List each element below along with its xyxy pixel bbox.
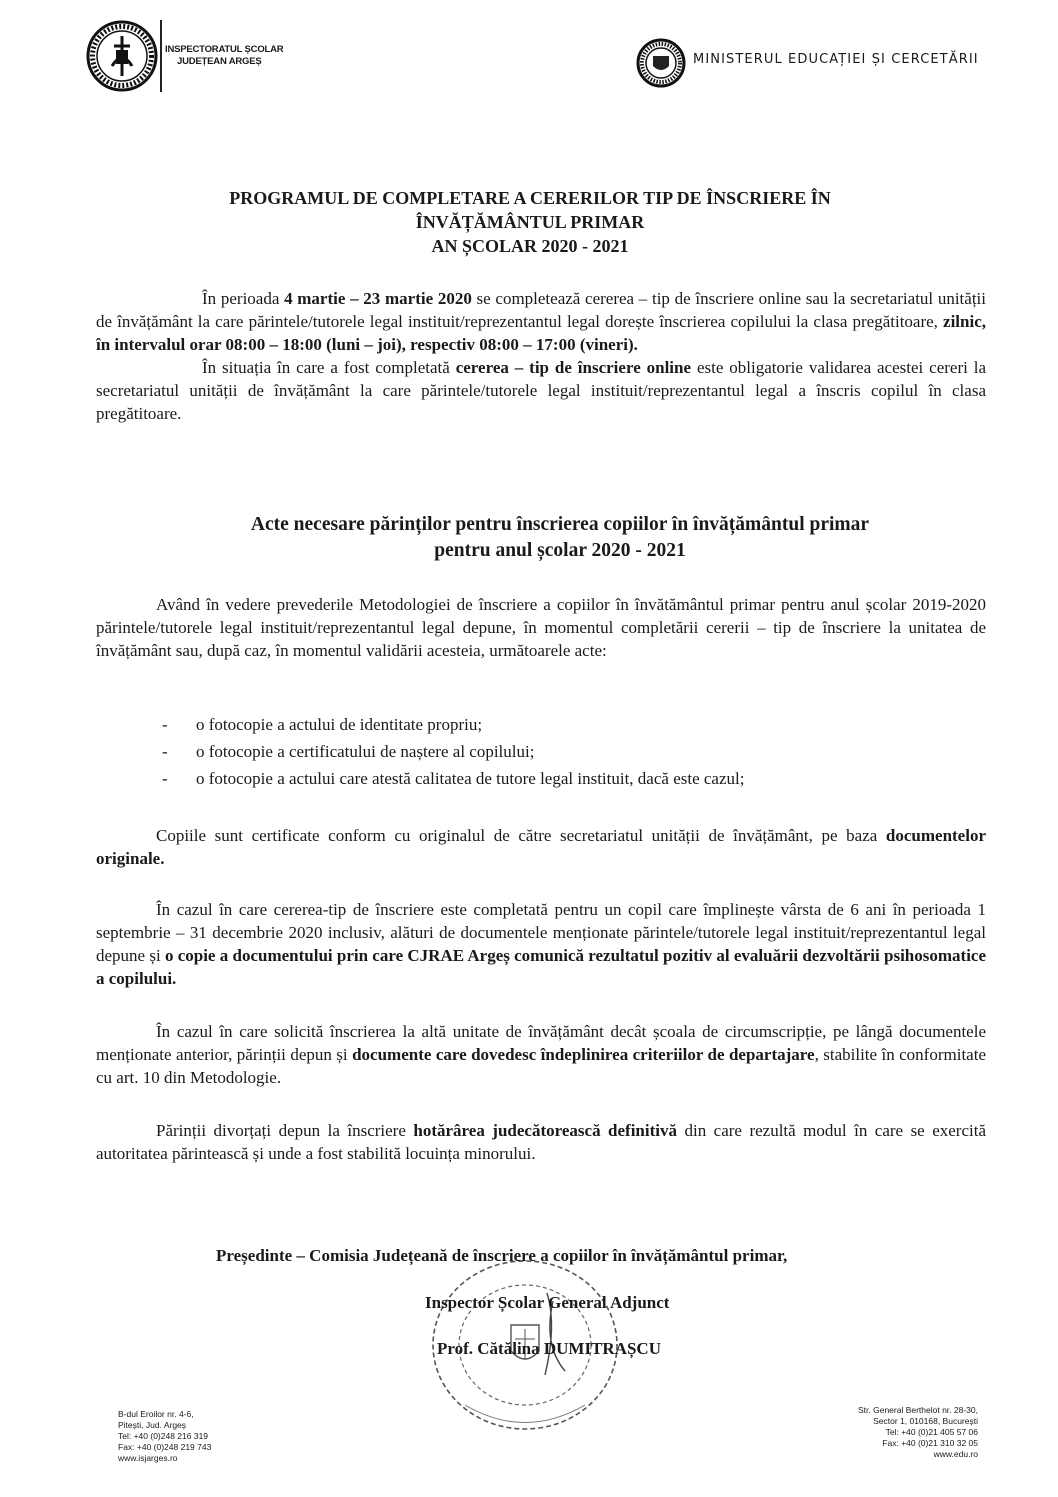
age-bold: o copie a documentului prin care CJRAE Argeș comunică rezultatul pozitiv al evaluării dezvoltării psihosomatice a copilului. — [96, 946, 987, 988]
intro-p1-hours: zilnic, în intervalul orar 08:00 – 18:00 (luni – joi), respectiv 08:00 – 17:00 (vineri). — [96, 312, 986, 354]
copies-text: Copiile sunt certificate conform cu originalul de către secretariatul unității de învățământ, pe baza — [156, 826, 886, 845]
footer-left-address — [118, 1409, 211, 1464]
page-title — [80, 186, 980, 258]
signature-name: Prof. Cătălina DUMITRAȘCU — [437, 1339, 661, 1358]
other-school-paragraph — [96, 1020, 986, 1089]
signature-title: Președinte – Comisia Județeană de înscriere a copiilor în învățământul primar, — [216, 1246, 788, 1265]
age-paragraph — [96, 898, 986, 990]
acts-intro-text: Având în vedere prevederile Metodologiei de înscriere a copiilor în învătământul primar pentru anul școlar 2019-2020 părintele/tutorele legal instituit/reprezentantul legal depune, în momentul completării cererii – tip de înscriere la unitatea de învățământ sau, după caz, în momentul validării acesteia, următoarele acte: — [96, 595, 986, 660]
title-line-1: PROGRAMUL DE COMPLETARE A CERERILOR TIP DE ÎNSCRIERE ÎN — [229, 188, 831, 208]
divorce-bold: hotărârea judecătorească definitivă — [413, 1121, 677, 1140]
section-title-line-2: pentru anul școlar 2020 - 2021 — [434, 540, 686, 561]
footer-left-line: Pitești, Jud. Argeș — [118, 1420, 187, 1430]
title-line-2: ÎNVĂȚĂMÂNTUL PRIMAR — [415, 212, 645, 232]
section-title-line-1: Acte necesare părinților pentru înscrierea copiilor în învățământul primar — [250, 514, 870, 535]
age-text: În cazul în care cererea-tip de înscriere este completată pentru un copil care împlinește vârsta de 6 ani în perioada 1 septembrie – 31 decembrie 2020 inclusiv, alături de documentele menționate părintele/tutorele legal instituit/reprezentantul legal depune și — [96, 900, 986, 965]
footer-right-line: www.edu.ro — [933, 1449, 978, 1459]
intro-paragraph-1 — [96, 287, 986, 356]
section-title — [80, 512, 1040, 564]
intro-p2-bold: cererea – tip de înscriere online — [455, 358, 692, 377]
isj-name — [165, 44, 283, 68]
intro-paragraph-2 — [96, 356, 986, 425]
other-text-a: În cazul în care solicită înscrierea la altă unitate de învățământ decât școala de circumscripție, pe lângă documentele menționate anterior, părinții depun și — [96, 1022, 986, 1064]
divorce-text-c: din care rezultă modul în care se exercită autoritatea părintească și unde a fost stabilită locuința minorului. — [96, 1121, 986, 1163]
signature-role: Inspector Școlar General Adjunct — [425, 1293, 670, 1312]
footer-right-line: Sector 1, 010168, București — [873, 1416, 978, 1426]
footer-right-line: Tel: +40 (0)21 405 57 06 — [885, 1427, 978, 1437]
footer-right-address — [858, 1405, 978, 1460]
footer-left-line: Fax: +40 (0)248 219 743 — [118, 1442, 212, 1452]
isj-arges-logo — [86, 20, 158, 92]
copies-bold: documentelor originale. — [96, 826, 986, 868]
footer-left-line: www.isjarges.ro — [118, 1453, 178, 1463]
divorce-text-a: Părinții divorțați depun la înscriere — [156, 1121, 414, 1140]
divorce-paragraph — [96, 1119, 986, 1165]
footer-right-line: Fax: +40 (0)21 310 32 05 — [882, 1438, 978, 1448]
footer-left-line: B-dul Eroilor nr. 4-6, — [118, 1409, 194, 1419]
footer-right-line: Str. General Berthelot nr. 28-30, — [857, 1405, 978, 1415]
intro-p1-text-c: se completează cererea – tip de înscriere online sau la secretariatul unității de învățământ la care părintele/tutorele legal instituit/reprezentantul legal dorește înscrierea copilului la clasa pregătitoare, — [96, 289, 986, 331]
header-divider — [160, 20, 162, 92]
list-item: - o fotocopie a certificatului de naștere al copilului; — [160, 738, 744, 765]
copies-paragraph — [96, 824, 986, 870]
footer-left-line: Tel: +40 (0)248 216 319 — [118, 1431, 209, 1441]
acts-intro-paragraph — [96, 593, 986, 662]
intro-section — [96, 287, 986, 425]
ministry-name: MINISTERUL EDUCAȚIEI ȘI CERCETĂRII — [693, 52, 979, 67]
intro-p1-dates: 4 martie – 23 martie 2020 — [284, 289, 472, 308]
title-line-3: AN ȘCOLAR 2020 - 2021 — [431, 236, 629, 256]
intro-p2-text-a: În situația în care a fost completată — [202, 358, 456, 377]
isj-line-1: INSPECTORATUL ȘCOLAR — [165, 44, 284, 55]
intro-p2-text-c: este obligatorie validarea acestei cereri la secretariatul unității de învățământ la care părintele/tutorele legal instituit/reprezentantul legal a înscris copilul în clasa pregătitoare. — [96, 358, 986, 423]
isj-line-2: JUDEȚEAN ARGEȘ — [177, 56, 262, 67]
other-bold: documente care dovedesc îndeplinirea criteriilor de departajare — [352, 1045, 815, 1064]
other-text-c: , stabilite în conformitate cu art. 10 din Metodologie. — [96, 1045, 986, 1087]
list-item: - o fotocopie a actului care atestă calitatea de tutore legal instituit, dacă este cazul; — [160, 765, 744, 792]
intro-p1-text-a: În perioada — [202, 289, 285, 308]
government-coat-of-arms-logo — [636, 38, 686, 88]
list-item: - o fotocopie a actului de identitate propriu; — [160, 711, 744, 738]
acts-list — [160, 711, 744, 792]
